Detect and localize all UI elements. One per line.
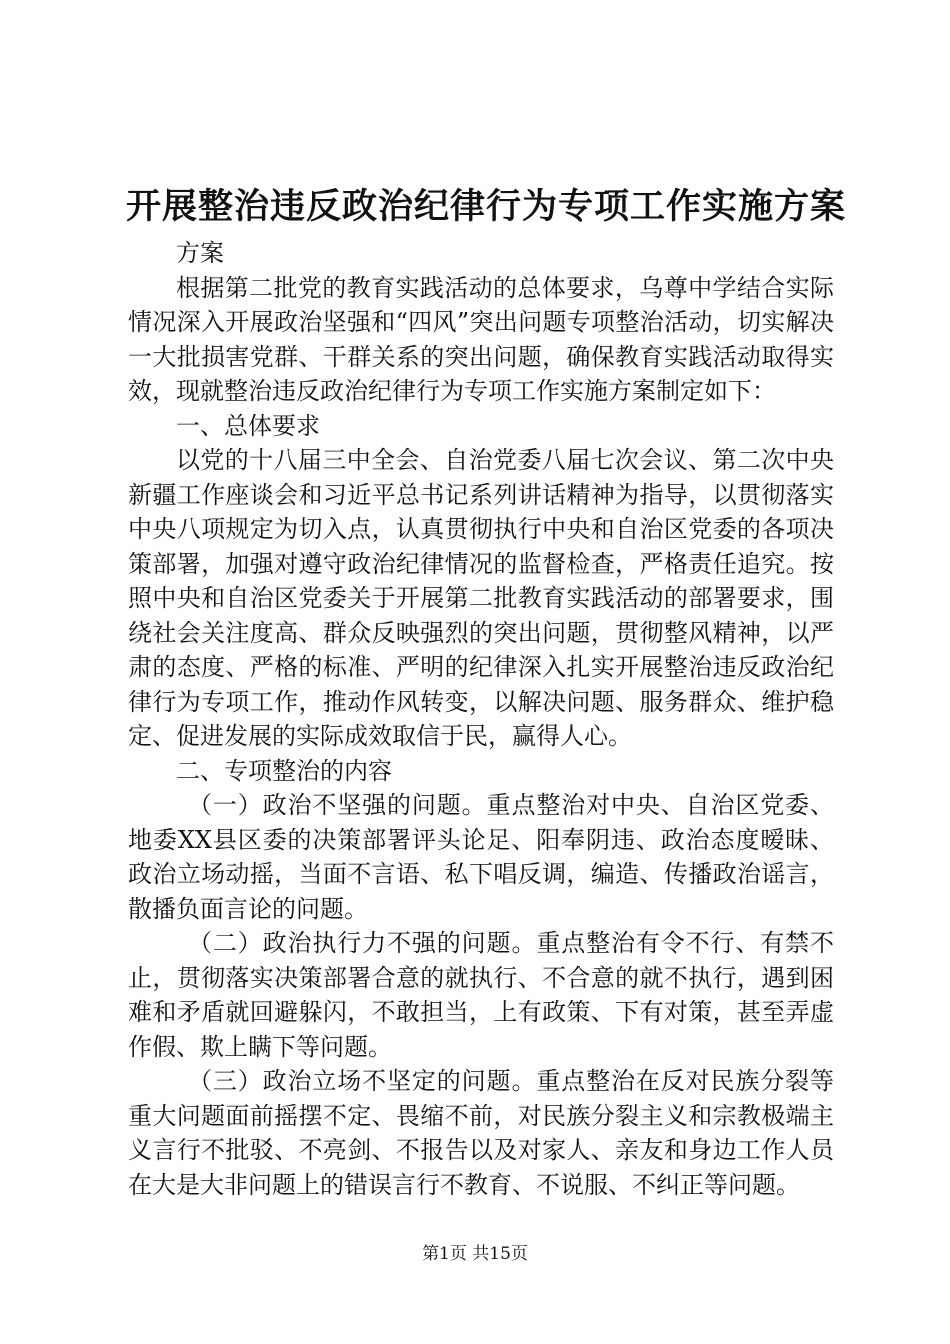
paragraph-intro: 根据第二批党的教育实践活动的总体要求，乌尊中学结合实际情况深入开展政治坚强和“四风”突出问题专项整治活动，切实解决一大批损害党群、干群关系的突出问题，确保教育实践活动取得实效，现就整治违反政治纪律行为专项工作实施方案制定如下：: [128, 273, 834, 405]
paragraph-item-2: （二）政治执行力不强的问题。重点整治有令不行、有禁不止，贯彻落实决策部署合意的就执行、不合意的就不执行，遇到困难和矛盾就回避躲闪，不敢担当，上有政策、下有对策，甚至弄虚作假、欺上瞒下等问题。: [128, 929, 834, 1061]
paragraph-overall-requirements: 以党的十八届三中全会、自治党委八届七次会议、第二次中央新疆工作座谈会和习近平总书记系列讲话精神为指导，以贯彻落实中央八项规定为切入点，认真贯彻执行中央和自治区党委的各项决策部署，加强对遵守政治纪律情况的监督检查，严格责任追究。按照中央和自治区党委关于开展第二批教育实践活动的部署要求，围绕社会关注度高、群众反映强烈的突出问题，贯彻整风精神，以严肃的态度、严格的标准、严明的纪律深入扎实开展整治违反政治纪律行为专项工作，推动作风转变，以解决问题、服务群众、维护稳定、促进发展的实际成效取信于民，赢得人心。: [128, 446, 834, 750]
document-title: 开展整治违反政治纪律行为专项工作实施方案: [126, 186, 847, 227]
paragraph-item-1: （一）政治不坚强的问题。重点整治对中央、自治区党委、地委XX县区委的决策部署评头论足、阳奉阴违、政治态度暧昧、政治立场动摇，当面不言语、私下唱反调，编造、传播政治谣言，散播负面言论的问题。: [128, 791, 834, 923]
paragraph-item-3: （三）政治立场不坚定的问题。重点整治在反对民族分裂等重大问题面前摇摆不定、畏缩不前，对民族分裂主义和宗教极端主义言行不批驳、不亮剑、不报告以及对家人、亲友和身边工作人员在大是大非问题上的错误言行不教育、不说服、不纠正等问题。: [128, 1067, 834, 1199]
paragraph-label: 方案: [176, 239, 224, 267]
document-body: [128, 236, 834, 1202]
section-heading-overall: 一、总体要求: [176, 411, 320, 440]
page-footer: 第1页 共15页: [422, 1244, 528, 1264]
section-heading-content: 二、专项整治的内容: [176, 756, 392, 785]
